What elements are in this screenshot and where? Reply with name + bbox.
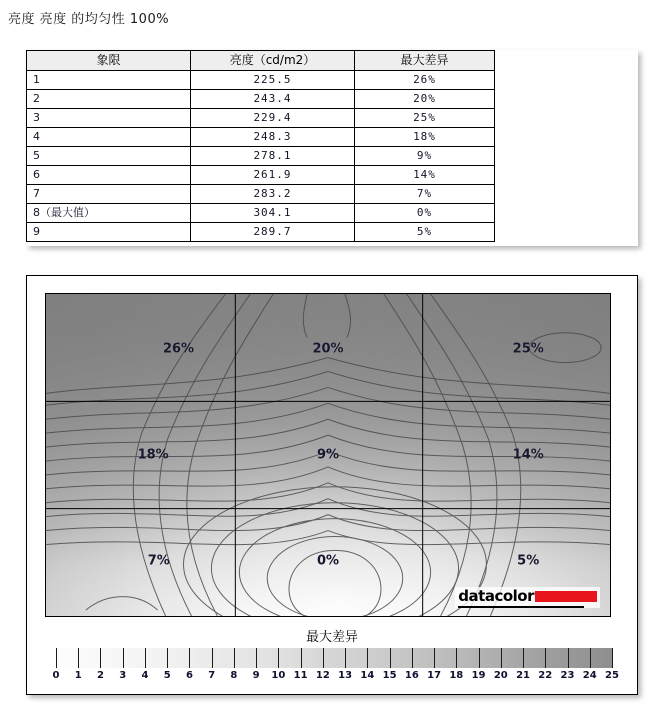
column-header-max-diff: 最大差异 — [355, 51, 495, 71]
colorbar-tick-label: 8 — [230, 670, 238, 681]
colorbar-tick-labels — [52, 670, 619, 686]
cell-luminance: 229.4 — [191, 109, 355, 128]
colorbar-tick — [456, 648, 457, 668]
cell-max-diff: 9% — [355, 147, 495, 166]
map-label-quadrant-8: 0% — [316, 553, 340, 569]
colorbar-tick — [145, 648, 146, 668]
table-body — [27, 71, 495, 242]
colorbar-tick — [568, 648, 569, 668]
cell-quadrant: 2 — [27, 90, 191, 109]
cell-max-diff: 5% — [355, 223, 495, 242]
colorbar-tick — [479, 648, 480, 668]
colorbar-tick — [100, 648, 101, 668]
colorbar-tick — [345, 648, 346, 668]
cell-luminance: 261.9 — [191, 166, 355, 185]
colorbar-tick — [434, 648, 435, 668]
table-row — [27, 185, 495, 204]
contour-heatmap — [45, 293, 611, 617]
cell-quadrant: 9 — [27, 223, 191, 242]
cell-max-diff: 26% — [355, 71, 495, 90]
colorbar-tick-label: 21 — [516, 670, 530, 681]
colorbar-tick-label: 2 — [96, 670, 104, 681]
colorbar-tick — [412, 648, 413, 668]
colorbar-tick — [501, 648, 502, 668]
colorbar-tick — [301, 648, 302, 668]
colorbar-tick-label: 14 — [360, 670, 375, 681]
colorbar-title: 最大差异 — [305, 630, 358, 645]
column-header-quadrant: 象限 — [27, 51, 191, 71]
table-row — [27, 109, 495, 128]
colorbar-tick-label: 24 — [582, 670, 597, 681]
colorbar-tick-label: 0 — [52, 670, 60, 681]
colorbar-tick — [612, 648, 613, 668]
cell-luminance: 248.3 — [191, 128, 355, 147]
cell-luminance: 304.1 — [191, 204, 355, 223]
cell-max-diff: 25% — [355, 109, 495, 128]
table-header-row — [27, 51, 495, 71]
map-label-quadrant-7: 7% — [147, 553, 170, 569]
colorbar-tick — [256, 648, 257, 668]
cell-quadrant: 4 — [27, 128, 191, 147]
colorbar-tick-label: 4 — [141, 670, 149, 681]
uniformity-map-panel — [26, 275, 638, 695]
colorbar-tick — [78, 648, 79, 668]
table-row — [27, 223, 495, 242]
colorbar-tick — [234, 648, 235, 668]
colorbar-tick-label: 9 — [252, 670, 260, 681]
uniformity-table-panel — [26, 50, 638, 246]
cell-luminance: 283.2 — [191, 185, 355, 204]
cell-quadrant: 6 — [27, 166, 191, 185]
colorbar-tick — [212, 648, 213, 668]
cell-quadrant: 8（最大值） — [27, 204, 191, 223]
column-header-luminance: 亮度（cd/m2） — [191, 51, 355, 71]
cell-max-diff: 0% — [355, 204, 495, 223]
uniformity-table — [26, 50, 495, 242]
colorbar-tick — [390, 648, 391, 668]
map-label-quadrant-6: 14% — [512, 447, 544, 463]
cell-max-diff: 7% — [355, 185, 495, 204]
map-label-quadrant-1: 26% — [162, 341, 195, 357]
colorbar-tick — [189, 648, 190, 668]
colorbar-tick — [56, 648, 57, 668]
colorbar-tick-label: 3 — [119, 670, 127, 681]
cell-max-diff: 14% — [355, 166, 495, 185]
cell-quadrant: 3 — [27, 109, 191, 128]
colorbar-tick-label: 10 — [271, 670, 286, 681]
colorbar-tick — [167, 648, 168, 668]
cell-luminance: 278.1 — [191, 147, 355, 166]
map-label-quadrant-2: 20% — [312, 341, 344, 357]
map-label-quadrant-5: 9% — [316, 447, 340, 463]
table-row — [27, 204, 495, 223]
colorbar-tick-label: 17 — [427, 670, 442, 681]
datacolor-underline — [458, 606, 584, 608]
colorbar-tick — [367, 648, 368, 668]
map-label-quadrant-9: 5% — [517, 553, 540, 569]
datacolor-wordmark: datacolor — [458, 587, 534, 605]
colorbar-tick — [523, 648, 524, 668]
table-header — [27, 51, 495, 71]
colorbar-tick-label: 13 — [338, 670, 353, 681]
colorbar-tick-label: 11 — [293, 670, 308, 681]
colorbar-tick-label: 16 — [404, 670, 419, 681]
colorbar-tick-label: 25 — [605, 670, 619, 681]
map-label-quadrant-4: 18% — [137, 447, 169, 463]
colorbar-tick — [123, 648, 124, 668]
page-title: 亮度 亮度 的均匀性 100% — [8, 12, 170, 27]
table-row — [27, 128, 495, 147]
table-row — [27, 166, 495, 185]
colorbar-tick-label: 22 — [538, 670, 553, 681]
colorbar-gradient — [56, 648, 612, 668]
cell-max-diff: 20% — [355, 90, 495, 109]
colorbar-tick — [323, 648, 324, 668]
colorbar — [52, 648, 619, 686]
table-row — [27, 71, 495, 90]
cell-max-diff: 18% — [355, 128, 495, 147]
colorbar-tick-label: 19 — [471, 670, 486, 681]
colorbar-tick-label: 20 — [493, 670, 508, 681]
cell-quadrant: 5 — [27, 147, 191, 166]
cell-quadrant: 7 — [27, 185, 191, 204]
colorbar-tick-label: 18 — [449, 670, 464, 681]
colorbar-tick-label: 5 — [163, 670, 171, 681]
cell-luminance: 225.5 — [191, 71, 355, 90]
cell-luminance: 289.7 — [191, 223, 355, 242]
map-label-quadrant-3: 25% — [512, 341, 544, 357]
colorbar-tick — [545, 648, 546, 668]
table-row — [27, 90, 495, 109]
colorbar-tick-label: 6 — [185, 670, 193, 681]
datacolor-red-bar-icon — [535, 591, 597, 602]
colorbar-tick-label: 15 — [382, 670, 397, 681]
colorbar-tick — [590, 648, 591, 668]
table-row — [27, 147, 495, 166]
datacolor-logo — [455, 587, 600, 608]
colorbar-tick-label: 7 — [208, 670, 216, 681]
cell-quadrant: 1 — [27, 71, 191, 90]
colorbar-tick-label: 1 — [74, 670, 82, 681]
colorbar-tick-label: 12 — [315, 670, 330, 681]
datacolor-logo-row — [458, 589, 597, 604]
colorbar-tick — [278, 648, 279, 668]
colorbar-tick-label: 23 — [560, 670, 575, 681]
cell-luminance: 243.4 — [191, 90, 355, 109]
